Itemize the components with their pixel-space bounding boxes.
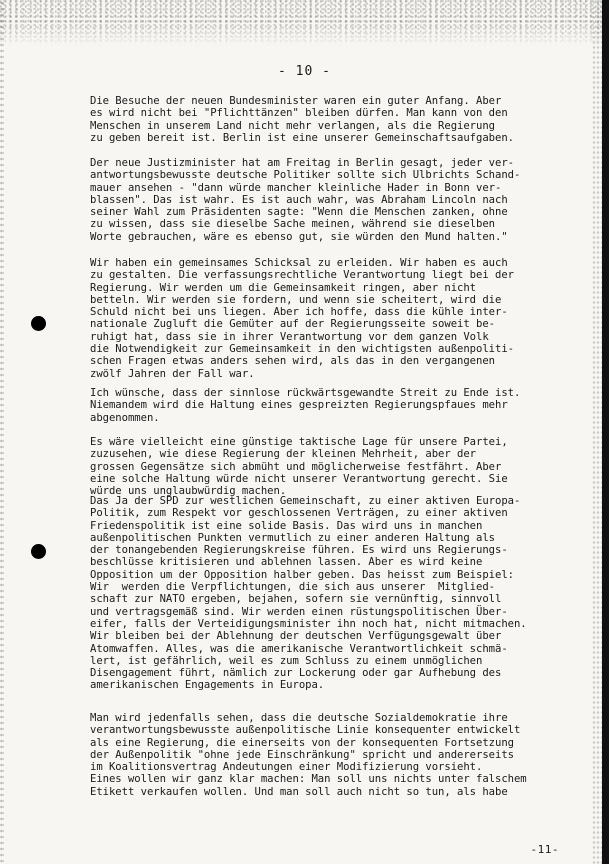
text-line: eifer, falls der Verteidigungsminister ihn noch hat, nicht mitmachen. (90, 617, 527, 630)
text-line: Wir bleiben bei der Ablehnung der deutschen Verfügungsgewalt über (90, 630, 502, 643)
text-line: Ich wünsche, dass der sinnlose rückwärtsgewandte Streit zu Ende ist. (90, 387, 521, 399)
text-line: zwölf Jahren der Fall war. (90, 367, 255, 380)
text-line: Eines wollen wir ganz klar machen: Man soll uns nichts unter falschem (90, 773, 527, 786)
text-line: es wird nicht bei "Pflichttänzen" bleiben dürfen. Man kann von den (90, 107, 508, 120)
text-line: Opposition um der Opposition halber geben. Das heisst zum Beispiel: (90, 568, 514, 581)
text-line: verantwortungsbewusste außenpolitische Linie konsequenter entwickelt (90, 724, 521, 737)
text-line: im Koalitionsvertrag Andeutungen einer Modifizierung vorsieht. (90, 761, 483, 774)
paragraph-4 (90, 387, 570, 424)
text-line: beschlüsse kritisieren und ablehnen lassen. Aber es wird keine (90, 556, 483, 569)
paragraph-7 (90, 712, 570, 798)
text-line: Politik, zum Respekt vor geschlossenen Verträgen, zu einer aktiven (90, 507, 508, 520)
text-line: Die Besuche der neuen Bundesminister waren ein guter Anfang. Aber (90, 95, 502, 107)
punch-hole-upper (31, 316, 46, 331)
text-line: Schuld nicht bei uns liegen. Aber ich hoffe, dass die kühle inter- (90, 306, 508, 319)
text-line: mauer ansehen - "dann würde mancher kleinliche Hader in Bonn ver- (90, 181, 502, 194)
text-line: und vertragsgemäß sind. Wir werden einen rüstungspolitischen Über- (90, 605, 508, 618)
text-line: schaft zur NATO ergeben, bejahen, sofern sie vernünftig, sinnvoll (90, 593, 502, 606)
continuation-marker: -11- (530, 843, 559, 856)
text-line: Disengagement führt, nämlich zur Lockerung oder gar Aufhebung des (90, 667, 502, 680)
scan-noise-right (592, 0, 602, 864)
text-line: der tonangebenden Regierungskreise führen. Es wird uns Regierungs- (90, 544, 508, 557)
text-line: ruhigt hat, dass sie in ihrer Verantwortung vor dem ganzen Volk (90, 330, 489, 343)
text-line: außenpolitischen Punkten vermutlich zu einer anderen Haltung als (90, 531, 495, 544)
text-line: Menschen in unserem Land nicht mehr verlangen, als die Regierung (90, 119, 495, 132)
text-line: schen Fragen etwas anders sehen wird, als das in den vergangenen (90, 355, 495, 368)
text-line: abgenommen. (90, 411, 160, 424)
text-line: Etikett verkaufen wollen. Und man soll auch nicht so tun, als habe (90, 785, 508, 798)
text-line: Wir haben ein gemeinsames Schicksal zu erleiden. Wir haben es auch (90, 257, 508, 269)
punch-hole-lower (31, 544, 46, 559)
text-line: als eine Regierung, die einerseits von der konsequenten Fortsetzung (90, 736, 514, 749)
text-line: lert, ist gefährlich, weil es zum Schluss zu einem unmöglichen (90, 654, 483, 667)
text-line: blassen". Das ist wahr. Es ist auch wahr, was Abraham Lincoln nach (90, 193, 508, 206)
text-line: amerikanischen Engagements in Europa. (90, 679, 325, 692)
text-line: zu gestalten. Die verfassungsrechtliche Verantwortung liegt bei der (90, 269, 514, 282)
scan-noise-top (0, 0, 609, 46)
text-line: Atomwaffen. Alles, was die amerikanische Verantwortlichkeit schmä- (90, 642, 508, 655)
text-line: eine solche Haltung würde nicht unserer Verantwortung gerecht. Sie (90, 472, 508, 485)
page-number: - 10 - (278, 64, 331, 79)
text-line: Friedenspolitik ist eine solide Basis. Das wird uns in manchen (90, 519, 483, 532)
text-line: die Notwendigkeit zur Gemeinsamkeit in den wichtigsten außenpoliti- (90, 343, 514, 356)
text-line: Regierung. Wir werden um die Gemeinsamkeit ringen, aber nicht (90, 281, 477, 294)
scan-edge-right (602, 0, 609, 864)
text-line: Das Ja der SPD zur westlichen Gemeinschaft, zu einer aktiven Europa- (90, 495, 521, 507)
text-line: seiner Wahl zum Präsidenten sagte: "Wenn die Menschen zanken, ohne (90, 206, 508, 219)
paragraph-2 (90, 157, 570, 243)
text-line: zu geben bereit ist. Berlin ist eine unserer Gemeinschaftsaufgaben. (90, 131, 514, 144)
text-line: Der neue Justizminister hat am Freitag in Berlin gesagt, jeder ver- (90, 157, 514, 169)
text-line: zu wissen, dass sie dieselbe Sache meinen, während sie dieselben (90, 218, 495, 231)
paragraph-3 (90, 257, 570, 380)
scan-edge-left (0, 0, 4, 864)
text-line: Worte gebrauchen, wäre es ebenso gut, sie würden den Mund halten." (90, 230, 508, 243)
text-line: betteln. Wir werden sie fordern, und wenn sie scheitert, wird die (90, 293, 502, 306)
text-line: Wir werden die Verpflichtungen, die sich aus unserer Mitglied- (90, 581, 495, 594)
text-line: zuzusehen, wie diese Regierung der kleinen Mehrheit, aber der (90, 448, 477, 461)
text-line: Es wäre vielleicht eine günstige taktische Lage für unsere Partei, (90, 436, 508, 448)
paragraph-5 (90, 436, 570, 497)
text-line: grossen Gegensätze sich abmüht und möglicherweise festfährt. Aber (90, 460, 502, 473)
text-line: antwortungsbewusste deutsche Politiker sollte sich Ulbrichts Schand- (90, 169, 521, 182)
text-line: Man wird jedenfalls sehen, dass die deutsche Sozialdemokratie ihre (90, 712, 508, 724)
paragraph-6 (90, 495, 570, 692)
text-line: Niemandem wird die Haltung eines gespreizten Regierungspfaues mehr (90, 399, 508, 412)
text-line: würde uns unglaubwürdig machen. (90, 485, 287, 498)
text-line: nationale Zugluft die Gemüter auf der Regierungsseite soweit be- (90, 318, 495, 331)
paragraph-1 (90, 95, 570, 144)
text-line: der Außenpolitik "ohne jede Einschränkung" spricht und andererseits (90, 748, 514, 761)
